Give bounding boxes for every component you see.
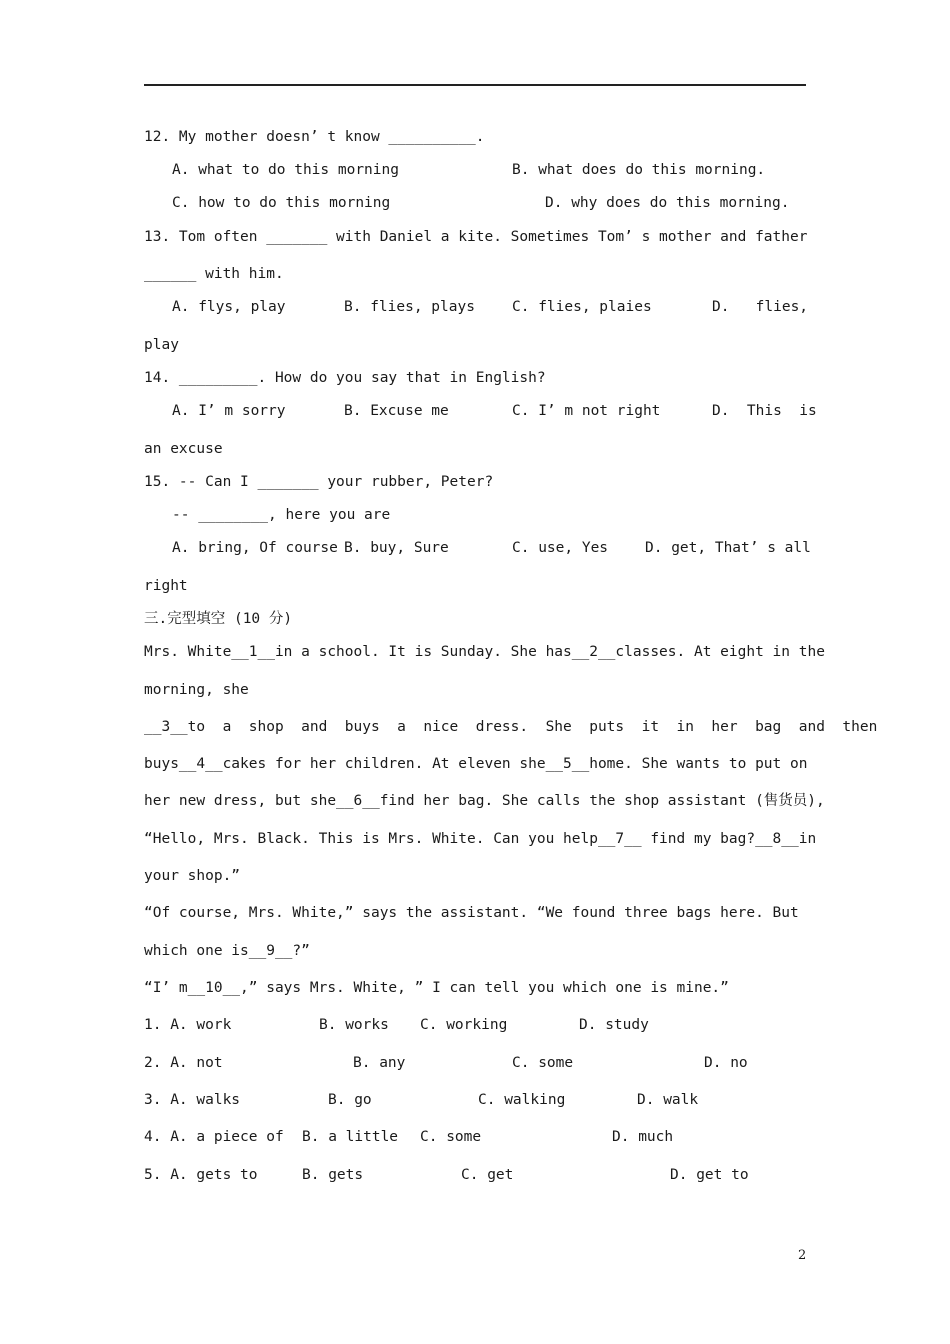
passage-line-10: “I’ m__10__,” says Mrs. White, ” I can tell you which one is mine.” bbox=[144, 980, 729, 996]
q15-option-c: C. use, Yes bbox=[512, 540, 609, 556]
q13-option-d: D. flies, bbox=[712, 299, 809, 315]
q14-option-d-cont: an excuse bbox=[144, 441, 223, 457]
q13-option-b: B. flies, plays bbox=[344, 299, 475, 315]
cloze-2-option-a: 2. A. not bbox=[144, 1055, 223, 1071]
q13-option-d-cont: play bbox=[144, 337, 179, 353]
q15-option-a: A. bring, Of course bbox=[172, 540, 338, 556]
q15-stem-line2: -- ________, here you are bbox=[172, 507, 391, 523]
cloze-3-option-a: 3. A. walks bbox=[144, 1092, 241, 1108]
q13-stem-line2: ______ with him. bbox=[144, 266, 284, 282]
cloze-2-option-c: C. some bbox=[512, 1055, 574, 1071]
cloze-3-option-b: B. go bbox=[328, 1092, 372, 1108]
cloze-3-option-d: D. walk bbox=[637, 1092, 699, 1108]
cloze-4-option-c: C. some bbox=[420, 1129, 482, 1145]
q15-option-d-cont: right bbox=[144, 578, 188, 594]
q15-option-d: D. get, That’ s all bbox=[645, 540, 811, 556]
q15-option-b: B. buy, Sure bbox=[344, 540, 449, 556]
passage-line-5: her new dress, but she__6__find her bag. She calls the shop assistant (售货员), bbox=[144, 793, 825, 809]
cloze-5-option-b: B. gets bbox=[302, 1167, 364, 1183]
cloze-1-option-b: B. works bbox=[319, 1017, 389, 1033]
passage-line-9: which one is__9__?” bbox=[144, 943, 310, 959]
q15-stem-line1: 15. -- Can I _______ your rubber, Peter? bbox=[144, 474, 494, 490]
q12-option-b: B. what does do this morning. bbox=[512, 162, 766, 178]
cloze-5-option-a: 5. A. gets to bbox=[144, 1167, 258, 1183]
cloze-4-option-d: D. much bbox=[612, 1129, 674, 1145]
passage-line-3: __3__to a shop and buys a nice dress. She puts it in her bag and then bbox=[144, 719, 878, 735]
q12-option-d: D. why does do this morning. bbox=[545, 195, 790, 211]
cloze-2-option-b: B. any bbox=[353, 1055, 406, 1071]
passage-line-6: “Hello, Mrs. Black. This is Mrs. White. Can you help__7__ find my bag?__8__in bbox=[144, 831, 817, 847]
q13-option-c: C. flies, plaies bbox=[512, 299, 652, 315]
q14-stem: 14. _________. How do you say that in English? bbox=[144, 370, 546, 386]
cloze-5-option-c: C. get bbox=[461, 1167, 514, 1183]
cloze-1-option-d: D. study bbox=[579, 1017, 649, 1033]
passage-line-8: “Of course, Mrs. White,” says the assistant. “We found three bags here. But bbox=[144, 905, 799, 921]
q12-stem: 12. My mother doesn’ t know __________. bbox=[144, 129, 485, 145]
q14-option-c: C. I’ m not right bbox=[512, 403, 661, 419]
cloze-1-option-a: 1. A. work bbox=[144, 1017, 232, 1033]
cloze-4-option-a: 4. A. a piece of bbox=[144, 1129, 284, 1145]
section-heading: 三.完型填空 (10 分) bbox=[144, 611, 293, 627]
q13-option-a: A. flys, play bbox=[172, 299, 286, 315]
passage-line-1: Mrs. White__1__in a school. It is Sunday. She has__2__classes. At eight in the bbox=[144, 644, 825, 660]
passage-line-7: your shop.” bbox=[144, 868, 241, 884]
passage-line-4: buys__4__cakes for her children. At eleven she__5__home. She wants to put on bbox=[144, 756, 808, 772]
q14-option-d: D. This is bbox=[712, 403, 817, 419]
cloze-5-option-d: D. get to bbox=[670, 1167, 749, 1183]
page-number: 2 bbox=[798, 1248, 807, 1263]
cloze-2-option-d: D. no bbox=[704, 1055, 748, 1071]
q14-option-a: A. I’ m sorry bbox=[172, 403, 286, 419]
q12-option-a: A. what to do this morning bbox=[172, 162, 399, 178]
cloze-3-option-c: C. walking bbox=[478, 1092, 566, 1108]
cloze-4-option-b: B. a little bbox=[302, 1129, 399, 1145]
q12-option-c: C. how to do this morning bbox=[172, 195, 391, 211]
q13-stem-line1: 13. Tom often _______ with Daniel a kite. Sometimes Tom’ s mother and father bbox=[144, 229, 808, 245]
header-rule bbox=[144, 84, 806, 86]
cloze-1-option-c: C. working bbox=[420, 1017, 508, 1033]
q14-option-b: B. Excuse me bbox=[344, 403, 449, 419]
passage-line-2: morning, she bbox=[144, 682, 249, 698]
